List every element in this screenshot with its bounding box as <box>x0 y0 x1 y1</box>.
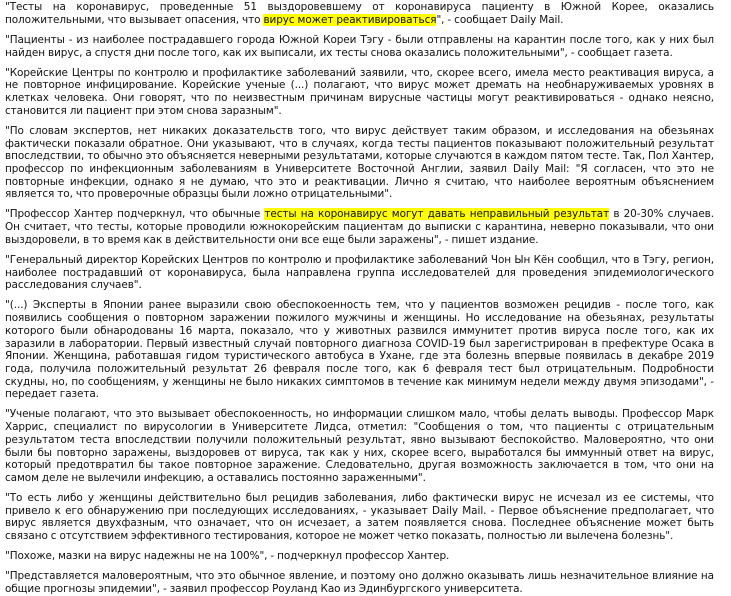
paragraph-text: "Представляется маловероятным, что это обычное явление, и поэтому оно должно оказывать лишь незначительное влияние на общие прогнозы эпидемии", - заявил профессор Роуланд Као из Эдинбургского университета. <box>5 570 714 596</box>
paragraph-text: "Похоже, мазки на вирус надежны не на 100%", - подчеркнул профессор Хантер. <box>5 550 450 563</box>
paragraph <box>5 408 714 484</box>
paragraph-text: "По словам экспертов, нет никаких доказательств того, что вирус действует таким образом, и исследования на обезьянах фактически показали обратное. Они указывают, что в случаях, когда тесты пациентов показывают положительный результат впоследствии, то обычно это объясняется неверными результатами, которые случаются в каждом пятом тесте. Так, Пол Хантер, профессор по инфекционным заболеваниям в Университете Восточной Англии, заявил Daily Mail: "Я согласен, что это не повторные инфекции, однако я не думаю, что это и реактивации. Лично я считаю, что наиболее вероятным объяснением является то, что проверочные образцы были ложно отрицательными". <box>5 124 714 201</box>
paragraph-text: "Генеральный директор Корейских Центров по контролю и профилактике заболеваний Чон Ын Кён сообщил, что в Тэгу, регион, наиболее пострадавший от коронавируса, была направлена группа исследователей для проведения эпидемиологического расследования случаев". <box>5 253 714 292</box>
highlighted-text: вирус может реактивироваться <box>263 13 437 26</box>
paragraph-text: "Корейские Центры по контролю и профилактике заболеваний заявили, что, скорее всего, имела место реактивация вируса, а не повторное инфицирование. Корейские ученые (...) полагают, что вирус может дремать на необнаруживаемых уровнях в клетках человека. Они говорят, что по неизвестным причинам вирусные частицы могут реактивироваться - однако неясно, становится ли пациент при этом снова заразным". <box>5 66 714 117</box>
paragraph <box>5 1 714 26</box>
paragraph-text: ", - сообщает Daily Mail. <box>436 13 564 26</box>
paragraph-text: "Тесты на коронавирус, проведенные 51 выздоровевшему от коронавируса пациенту в Южной Корее, оказались положительными, что вызывает опасения, что <box>5 1 714 26</box>
paragraph-text: "Профессор Хантер подчеркнул, что обычные <box>5 208 265 221</box>
paragraph-text: "Пациенты - из наиболее пострадавшего города Южной Кореи Тэгу - были отправлены на карантин после того, как у них был найден вирус, а спустя дни после того, как их выписали, их тесты снова оказались положительными", - сообщает газета. <box>5 33 714 59</box>
paragraph <box>5 299 714 401</box>
highlighted-text: тесты на коронавирус могут давать неправильный результат <box>264 208 610 221</box>
paragraph-text: "(...) Эксперты в Японии ранее выразили свою обеспокоенность тем, что у пациентов возможен рецидив - после того, как появились сообщения о повторном заражении пожилого мужчины и женщины. Но исследование на обезьянах, результаты которого были обнародованы 16 марта, показало, что у животных развился иммунитет против вируса после того, как их заразили в лаборатории. Первый известный случай повторного диагноза COVID-19 был зарегистрирован в префектуре Осака в Японии. Женщина, работавшая гидом туристического автобуса в Ухане, где эта болезнь впервые появилась в декабре 2019 года, получила положительный результат 26 февраля после того, как 6 февраля тест был отрицательным. Подробности скудны, но, по сообщениям, у женщины не было никаких симптомов в течение как минимум недели между двумя эпизодами", - передает газета. <box>5 299 714 401</box>
paragraph <box>5 492 714 543</box>
paragraph <box>5 67 714 118</box>
paragraph-text: в 20-30% случаев. Он считает, что тесты, которые проводили южнокорейским пациентам до выписки с карантина, неверно показывали, что они выздоровели, в то время как в действительности они все еще были заражены", - пишет издание. <box>5 208 714 246</box>
paragraph <box>5 34 714 59</box>
paragraph-text: "Ученые полагают, что это вызывает обеспокоенность, но информации слишком мало, чтобы делать выводы. Профессор Марк Харрис, специалист по вирусологии в Университете Лидса, отметил: "Сообщения о том, что пациенты с отрицательным результатом теста впоследствии получили положительный результат, явно вызывают беспокойство. Маловероятно, что они были бы повторно заражены, выздоровев от вируса, так как у них, скорее всего, выработался бы иммунный ответ на вирус, который предотвратил бы такое повторное заражение. Следовательно, другая возможность заключается в том, что они на самом деле не вылечили инфекцию, а оставались постоянно зараженными". <box>5 408 714 484</box>
paragraph <box>5 125 714 201</box>
paragraph <box>5 550 714 563</box>
paragraph <box>5 208 714 246</box>
paragraph <box>5 254 714 292</box>
paragraph <box>5 570 714 595</box>
paragraph-text: "То есть либо у женщины действительно был рецидив заболевания, либо фактически вирус не исчезал из ее системы, что привело к его обнаружению при последующих исследованиях, - указывает Daily Mail. - Первое объяснение предполагает, что вирус является двухфазным, что означает, что он исчезает, а затем появляется снова. Последнее объяснение может быть связано с отсутствием эффективного тестирования, которое не может четко показать, полностью ли вылечена болезнь". <box>5 492 714 543</box>
